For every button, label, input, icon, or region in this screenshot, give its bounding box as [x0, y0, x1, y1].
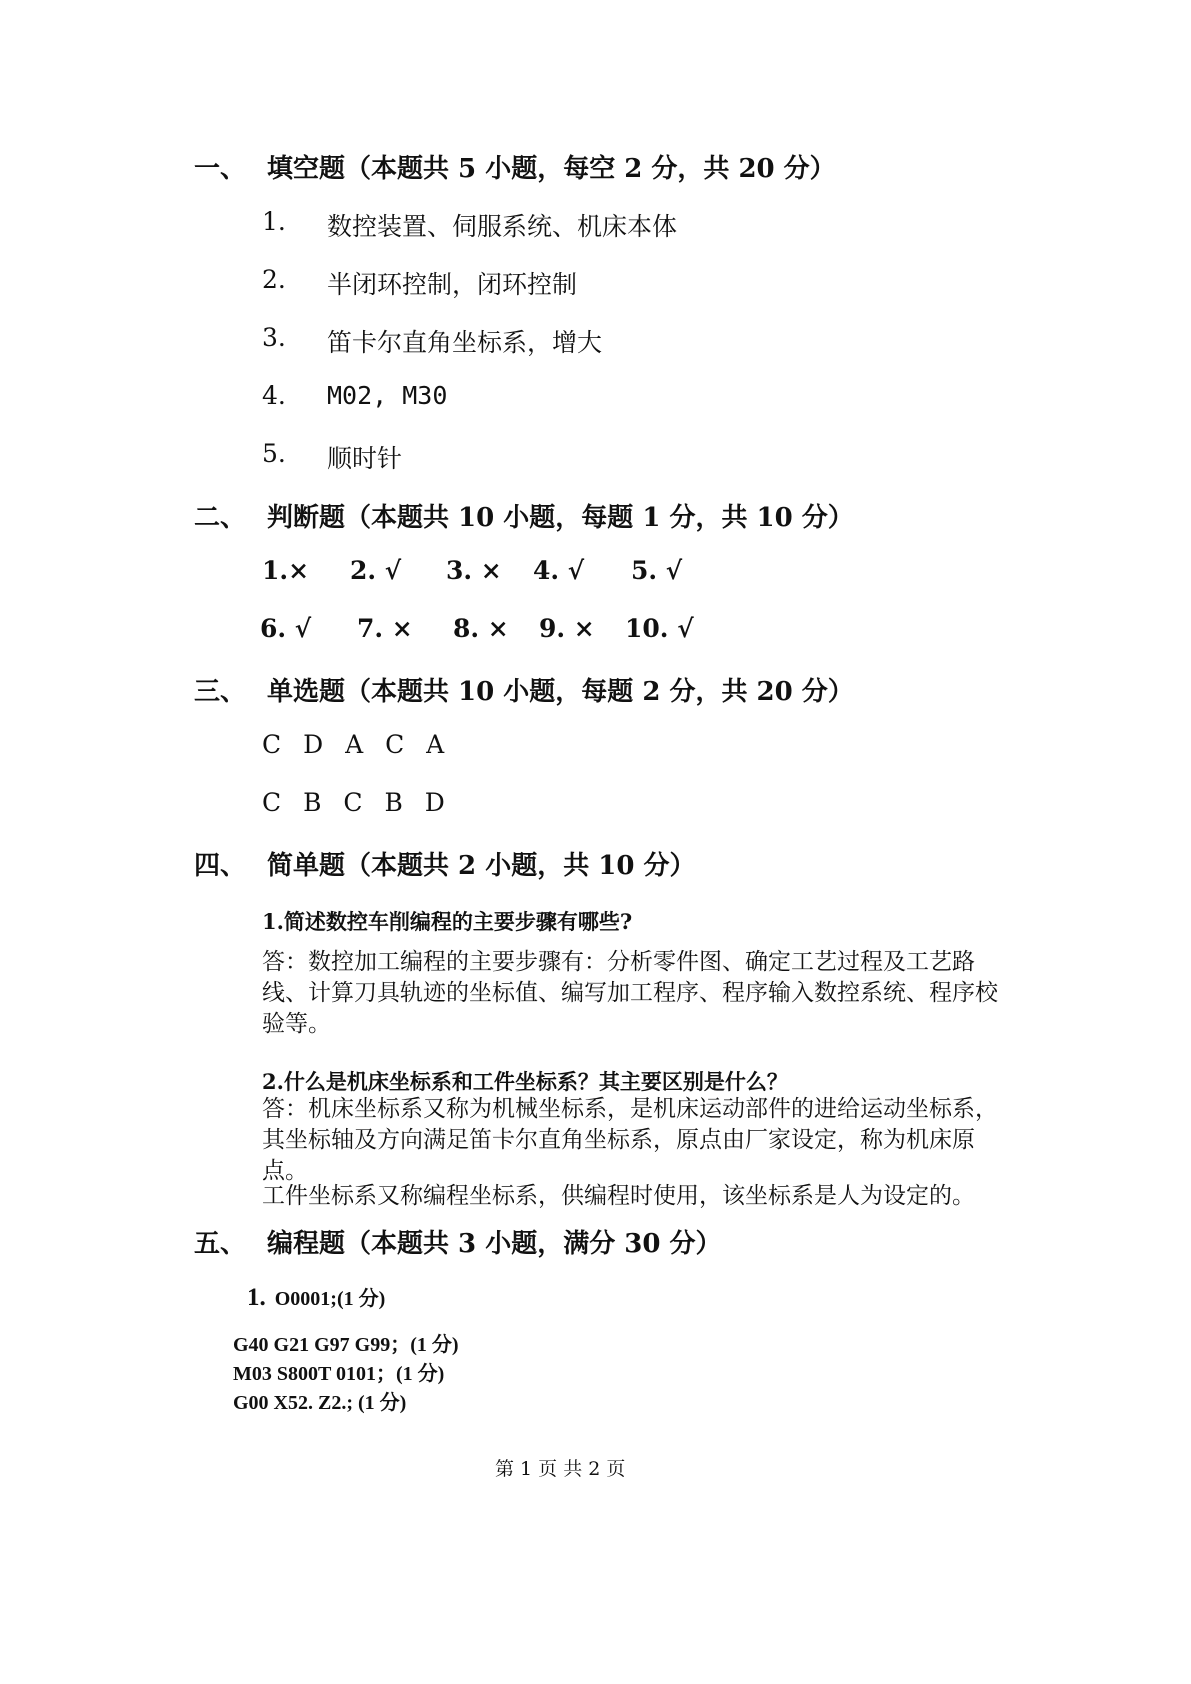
item-text: M02, M30 — [327, 381, 448, 410]
item-text: 半闭环控制，闭环控制 — [327, 270, 578, 299]
list-item — [262, 381, 962, 413]
section-heading-2 — [194, 497, 994, 531]
item-number: 3. — [262, 323, 286, 352]
section-heading-4 — [194, 845, 994, 879]
list-item — [262, 439, 962, 471]
program-line: G40 G21 G97 G99；(1 分) — [233, 1334, 459, 1356]
item-text: 笛卡尔直角坐标系，增大 — [327, 328, 603, 357]
section-number: 一、 — [194, 154, 247, 184]
section-number: 二、 — [194, 503, 247, 533]
judgment-answer: 8. × — [453, 614, 509, 643]
answer-text: 答：机床坐标系又称为机械坐标系，是机床运动部件的进给运动坐标系，其坐标轴及方向满足笛卡尔直角坐标系，原点由厂家设定，称为机床原点。 — [262, 1096, 998, 1184]
item-number: 2. — [262, 265, 286, 294]
section-title: 填空题（本题共 5 小题，每空 2 分，共 20 分） — [267, 154, 836, 184]
section-title: 判断题（本题共 10 小题，每题 1 分，共 10 分） — [267, 503, 854, 533]
answer-text: 工件坐标系又称编程坐标系，供编程时使用，该坐标系是人为设定的。 — [262, 1183, 975, 1209]
judgment-answer: 1.× — [262, 556, 310, 585]
single-choice-row: C B C B D — [262, 788, 452, 817]
item-number: 4. — [262, 381, 286, 410]
section-title: 单选题（本题共 10 小题，每题 2 分，共 20 分） — [267, 677, 854, 707]
item-text: 顺时针 — [327, 444, 403, 473]
list-item — [262, 265, 962, 297]
section-number: 四、 — [194, 851, 247, 881]
judgment-answer: 10. √ — [625, 614, 694, 643]
answer-text: 答：数控加工编程的主要步骤有：分析零件图、确定工艺过程及工艺路线、计算刀具轨迹的坐标值、编写加工程序、程序输入数控系统、程序校验等。 — [262, 949, 998, 1037]
program-first-line — [247, 1282, 385, 1312]
item-number: 1. — [262, 207, 286, 236]
judgment-answer: 9. × — [539, 614, 595, 643]
judgment-answer: 3. × — [446, 556, 502, 585]
question-text: 2.什么是机床坐标系和工件坐标系？其主要区别是什么？ — [262, 1069, 788, 1094]
judgment-answer: 2. √ — [350, 556, 402, 585]
question-text: 1.简述数控车削编程的主要步骤有哪些? — [262, 909, 633, 934]
judgment-answer: 5. √ — [631, 556, 683, 585]
section-heading-3 — [194, 671, 994, 705]
section-number: 五、 — [194, 1229, 247, 1259]
program-line: O0001;(1 分) — [274, 1288, 386, 1310]
section-title: 编程题（本题共 3 小题，满分 30 分） — [267, 1229, 722, 1259]
judgment-answer: 7. × — [357, 614, 413, 643]
program-line: M03 S800T 0101；(1 分) — [233, 1363, 445, 1385]
list-item — [262, 207, 962, 239]
item-number: 5. — [262, 439, 286, 468]
judgment-answer: 4. √ — [533, 556, 585, 585]
program-line: G00 X52. Z2.; (1 分) — [233, 1392, 407, 1414]
section-title: 简单题（本题共 2 小题，共 10 分） — [267, 851, 696, 881]
list-item — [262, 323, 962, 355]
single-choice-row: C D A C A — [262, 730, 452, 759]
section-number: 三、 — [194, 677, 247, 707]
program-label: 1. — [247, 1284, 266, 1311]
section-heading-1 — [194, 148, 994, 182]
page-footer: 第 1 页 共 2 页 — [495, 1458, 626, 1480]
item-text: 数控装置、伺服系统、机床本体 — [327, 212, 678, 241]
section-heading-5 — [194, 1223, 994, 1257]
judgment-answer: 6. √ — [260, 614, 312, 643]
